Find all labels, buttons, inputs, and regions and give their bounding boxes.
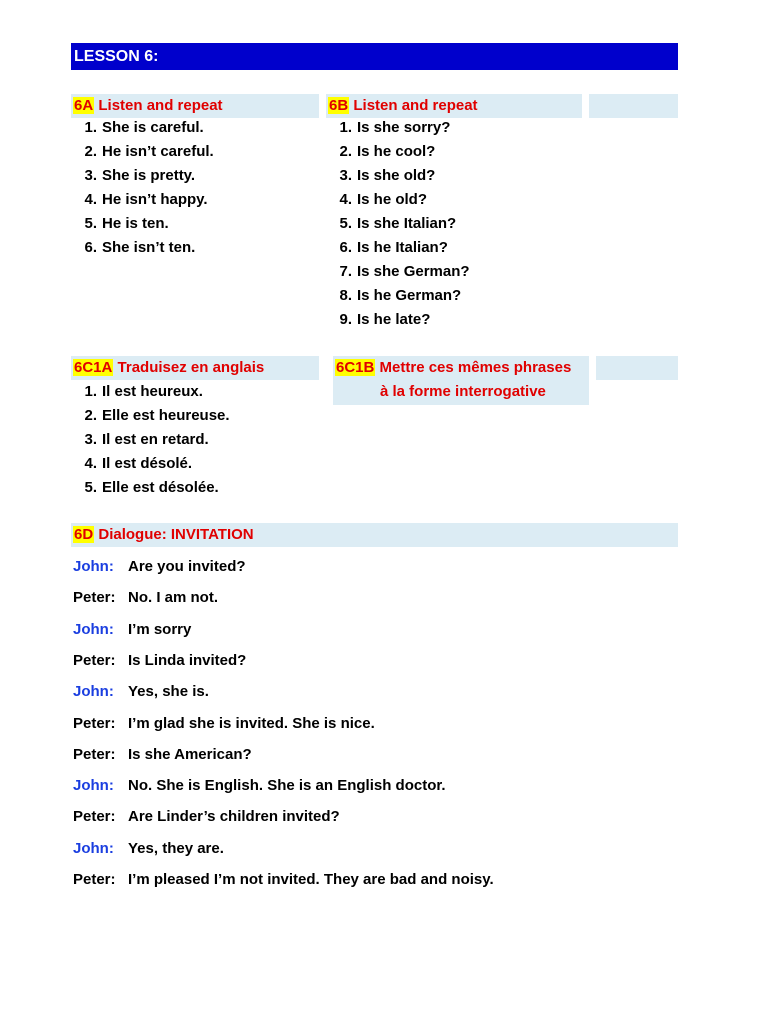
item-text: He isn’t happy. [102,191,208,208]
list-item [330,212,470,236]
list-item [75,164,214,188]
dialogue-text: No. I am not. [128,589,218,607]
list-item [75,404,230,428]
item-number: 7. [339,263,352,280]
item-number: 6. [339,239,352,256]
list-item [75,188,214,212]
item-number: 2. [84,407,97,424]
list-item [330,164,470,188]
item-text: Elle est heureuse. [102,407,230,424]
section-6c1b-header [333,356,589,405]
item-number: 5. [84,479,97,496]
dialogue-line [73,619,191,641]
dialogue-line [73,744,252,766]
dialogue-text: Are Linder’s children invited? [128,808,340,826]
dialogue-line [73,838,224,860]
speaker-name: John: [73,839,114,857]
item-text: Il est désolé. [102,455,193,472]
item-number: 1. [84,119,97,136]
section-6b-header [326,94,582,118]
item-text: She isn’t ten. [102,239,196,256]
list-item [75,452,230,476]
item-text: Is she old? [357,167,436,184]
item-number: 3. [339,167,352,184]
section-6a-list [75,116,214,260]
speaker-name: Peter: [73,808,116,826]
item-text: Is she German? [357,263,470,280]
item-text: Il est heureux. [102,383,203,400]
item-number: 9. [339,311,352,328]
list-item [330,284,470,308]
list-item [330,260,470,284]
item-text: Il est en retard. [102,431,209,448]
speaker-name: John: [73,620,114,638]
item-text: Is he German? [357,287,462,304]
item-number: 2. [84,143,97,160]
speaker-name: Peter: [73,745,116,763]
dialogue-text: Is Linda invited? [128,651,247,669]
list-item [330,236,470,260]
item-number: 3. [84,431,97,448]
speaker-name: Peter: [73,714,116,732]
section-code: 6C1B [336,359,375,376]
item-number: 1. [339,119,352,136]
section-title: Listen and repeat [353,97,478,114]
empty-header-cell [589,94,678,118]
section-6c1a-list [75,380,230,500]
list-item [75,380,230,404]
list-item [330,140,470,164]
section-6a-header [71,94,319,118]
section-title: Listen and repeat [98,97,223,114]
dialogue-text: I’m glad she is invited. She is nice. [128,714,375,732]
speaker-name: John: [73,558,114,575]
item-number: 1. [84,383,97,400]
item-number: 4. [84,191,97,208]
dialogue-text: Yes, they are. [128,839,224,857]
speaker-name: Peter: [73,589,116,607]
item-number: 4. [84,455,97,472]
dialogue-line [73,650,246,672]
item-number: 8. [339,287,352,304]
item-text: He isn’t careful. [102,143,214,160]
item-number: 5. [84,215,97,232]
lesson-title-bar [71,43,678,70]
list-item [330,188,470,212]
section-6c1a-header [71,356,319,380]
dialogue-text: I’m sorry [128,620,192,638]
section-title-line2: à la forme interrogative [380,383,546,400]
dialogue-text: No. She is English. She is an English doctor. [128,777,446,795]
item-number: 5. [339,215,352,232]
speaker-name: Peter: [73,651,116,669]
item-text: Is he late? [357,311,431,328]
dialogue-line [73,869,494,891]
item-number: 6. [84,239,97,256]
item-text: She is careful. [102,119,204,136]
dialogue-text: Is she American? [128,745,252,763]
dialogue-text: Yes, she is. [128,683,209,701]
dialogue-line [73,681,209,703]
item-text: Is he cool? [357,143,436,160]
dialogue-text: I’m pleased I’m not invited. They are bad and noisy. [128,871,494,888]
speaker-name: Peter: [73,871,116,888]
dialogue-line [73,806,340,828]
list-item [330,308,470,332]
item-text: Is she Italian? [357,215,457,232]
dialogue-line [73,556,246,578]
item-text: Is she sorry? [357,119,451,136]
section-title-line1: Mettre ces mêmes phrases [379,359,572,376]
item-text: He is ten. [102,215,169,232]
item-number: 2. [339,143,352,160]
item-number: 3. [84,167,97,184]
list-item [75,236,214,260]
section-code: 6A [74,97,94,114]
dialogue-line [73,713,375,735]
empty-header-cell [596,356,678,380]
section-code: 6C1A [74,359,113,376]
dialogue-line [73,587,218,609]
lesson-title: LESSON 6: [74,48,159,65]
section-code: 6B [329,97,349,114]
list-item [75,116,214,140]
item-text: Elle est désolée. [102,479,219,496]
speaker-name: John: [73,683,114,701]
section-title: Traduisez en anglais [117,359,265,376]
item-number: 4. [339,191,352,208]
list-item [75,476,230,500]
item-text: Is he Italian? [357,239,448,256]
section-code: 6D [74,526,94,543]
dialogue-text: Are you invited? [128,558,246,575]
speaker-name: John: [73,777,114,795]
list-item [75,428,230,452]
item-text: She is pretty. [102,167,196,184]
list-item [330,116,470,140]
list-item [75,212,214,236]
section-6b-list [330,116,470,332]
dialogue-line [73,775,446,797]
section-title: Dialogue: INVITATION [98,526,254,543]
section-6d-header [71,523,678,547]
item-text: Is he old? [357,191,428,208]
list-item [75,140,214,164]
